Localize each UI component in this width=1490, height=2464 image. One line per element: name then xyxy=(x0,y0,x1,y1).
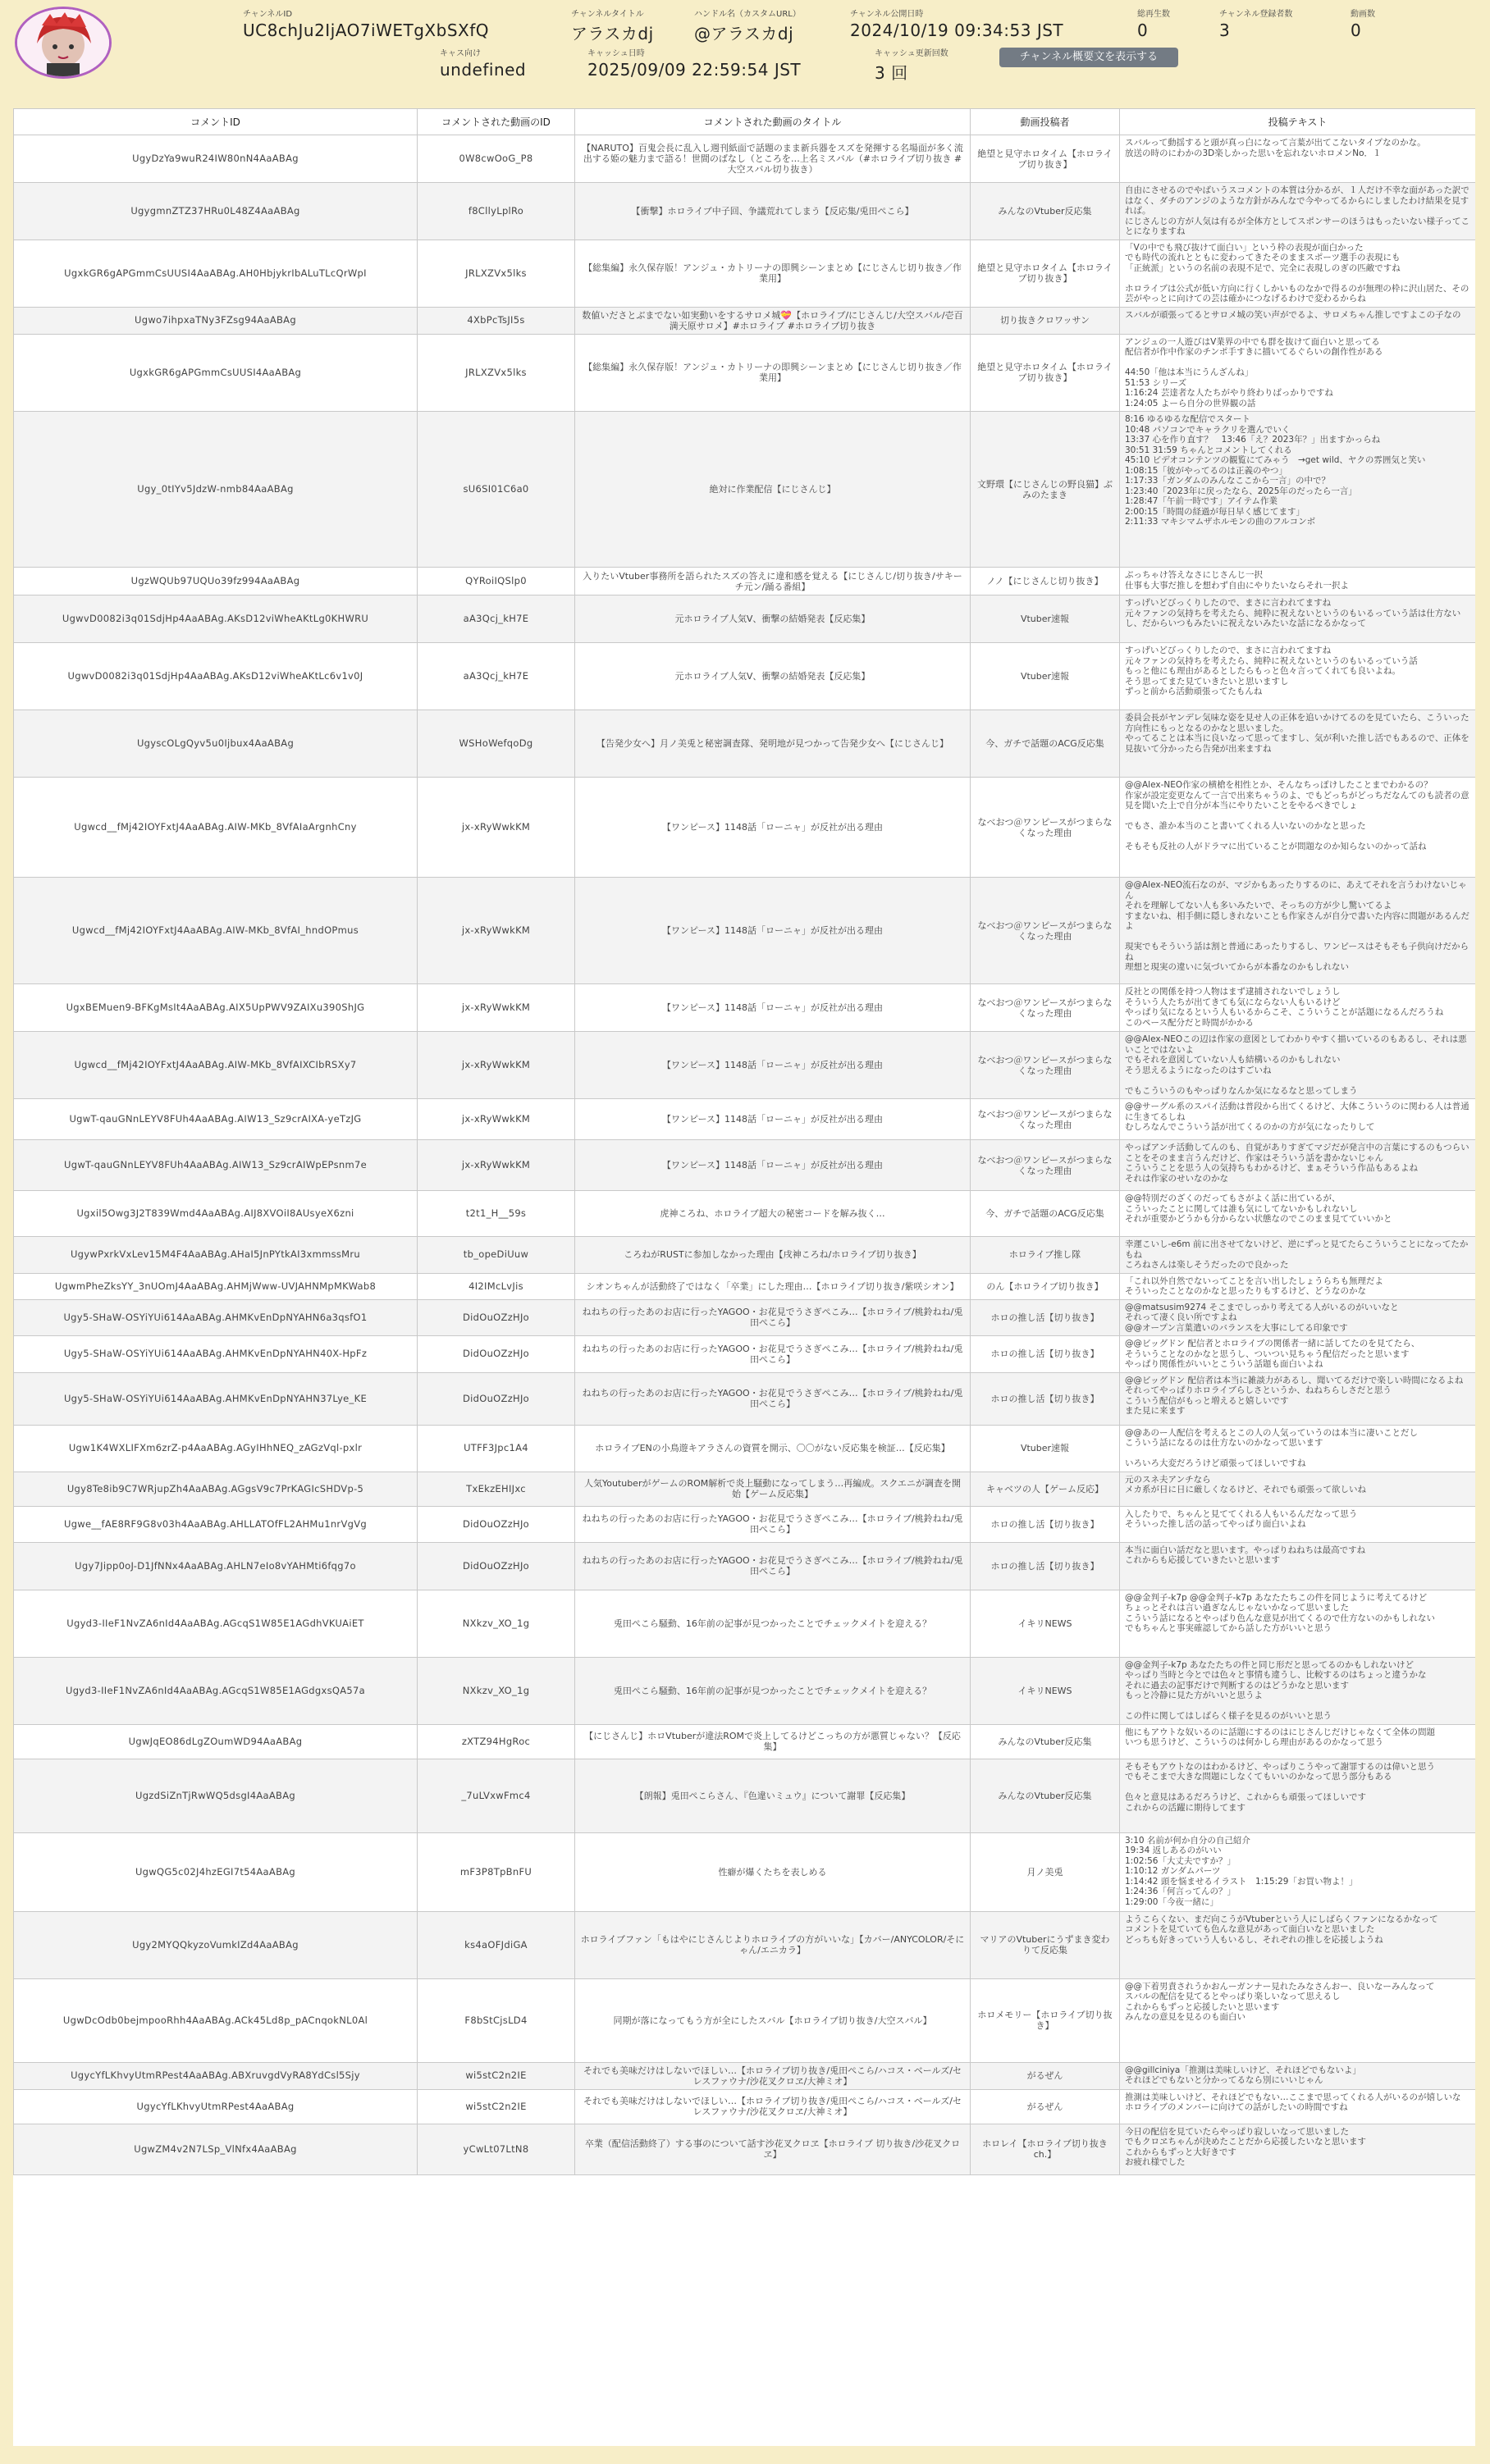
comment-id-cell: Ugwcd__fMj42IOYFxtJ4AaABAg.AIW-MKb_8VfAIaArgnhCny xyxy=(14,778,418,878)
comment-id-cell: Ugy7Jipp0oJ-D1JfNNx4AaABAg.AHLN7eIo8vYAHMti6fqg7o xyxy=(14,1542,418,1590)
video-title-cell: 性癖が爆くたちを表しめる xyxy=(575,1832,971,1911)
comment-id-cell: UgyscOLgQyv5u0Ijbux4AaABAg xyxy=(14,710,418,778)
video-author-cell: ホロの推し活【切り抜き】 xyxy=(971,1336,1120,1373)
video-author-cell: のん【ホロライブ切り抜き】 xyxy=(971,1273,1120,1299)
comment-text-cell: @@あのー人配信を考えるとこの人の人気っていうのは本当に凄いことだし こういう話になるのは仕方ないのかなって思います いろいろ大変だろうけど頑張ってほしいですね xyxy=(1120,1425,1476,1472)
video-id-cell: _7uLVxwFmc4 xyxy=(418,1759,575,1832)
video-id-cell: yCwLt07LtN8 xyxy=(418,2124,575,2174)
video-id-cell: zXTZ94HgRoc xyxy=(418,1724,575,1759)
video-id-cell: sU6SI01C6a0 xyxy=(418,412,575,568)
video-id-cell: 4I2IMcLvJis xyxy=(418,1273,575,1299)
comment-text-cell: @@下着男責されうかおんーガンナー見れたみなさんおー、良いなーみんなって スバルの配信を見てるとやっぱり楽しいなって思えるし これからもずっと応援したいと思います みんなの意見を見るのも面白い xyxy=(1120,1978,1476,2062)
comment-id-cell: UgxkGR6gAPGmmCsUUSI4AaABAg xyxy=(14,334,418,412)
video-author-cell: なべおつ＠ワンピースがつまらなくなった理由 xyxy=(971,984,1120,1032)
video-id-cell: aA3Qcj_kH7E xyxy=(418,595,575,643)
video-id-cell: t2t1_H__59s xyxy=(418,1191,575,1237)
table-row xyxy=(14,1472,1476,1506)
video-id-cell: QYRoiIQSlp0 xyxy=(418,568,575,595)
comment-id-cell: Ugwcd__fMj42IOYFxtJ4AaABAg.AIW-MKb_8VfAIXCIbRSXy7 xyxy=(14,1032,418,1099)
video-author-cell: 今、ガチで話題のACG反応集 xyxy=(971,710,1120,778)
header-video-title: コメントされた動画のタイトル xyxy=(575,109,971,135)
video-title-cell: 【ワンピース】1148話「ローニャ」が反社が出る理由 xyxy=(575,1140,971,1191)
comment-id-cell: Ugwo7ihpxaTNy3FZsg94AaABAg xyxy=(14,307,418,334)
video-title-cell: 元ホロライブ人気V、衝撃の結婚発表【反応集】 xyxy=(575,643,971,710)
video-id-cell: TxEkzEHIJxc xyxy=(418,1472,575,1506)
table-row xyxy=(14,1099,1476,1140)
comment-text-cell: そもそもアウトなのはわかるけど、やっぱりこうやって謝罪するのは偉いと思う でもそこまで大きな問題にしなくてもいいのかなって思う部分もある 色々と意見はあるだろうけど、これからも頑張ってほしいです これからの活躍に期待してます xyxy=(1120,1759,1476,1832)
table-row xyxy=(14,1425,1476,1472)
comment-text-cell: 「Vの中でも飛び抜けて面白い」という枠の表現が面白かった でも時代の流れとともに変わってきたそのままスポーツ選手の表現にも 「正統派」というの名前の表現不足で、完全に表現しのぎの匹敵ですね ホロライブは公式が低い方向に行くしかいものなかで得るのが無理の枠に沢山居た、その芸がやっとに向けての芸は確かにつなげるわけで変わるからね xyxy=(1120,240,1476,307)
video-author-cell: キャベツの人【ゲーム反応】 xyxy=(971,1472,1120,1506)
video-author-cell: 絶望と見守ホロタイム【ホロライブ切り抜き】 xyxy=(971,240,1120,307)
video-title-cell: ねねちの行ったあのお店に行ったYAGOO・お花見でうさぎぺこみ…【ホロライブ/桃鈴ねね/兎田ぺこら】 xyxy=(575,1299,971,1336)
video-author-cell: ホロの推し活【切り抜き】 xyxy=(971,1372,1120,1425)
video-author-cell: なべおつ＠ワンピースがつまらなくなった理由 xyxy=(971,1032,1120,1099)
comment-id-cell: Ugwcd__fMj42IOYFxtJ4AaABAg.AIW-MKb_8VfAI_hndOPmus xyxy=(14,878,418,984)
video-count-value: 0 xyxy=(1351,21,1362,40)
table-row xyxy=(14,710,1476,778)
comment-text-cell: スバルって動揺すると頭が真っ白になって言葉が出てこないタイプなのかな。 放送の時のにわかの3D楽しかった思いを忘れないホロメンNo．１ xyxy=(1120,135,1476,183)
subscriber-count-value: 3 xyxy=(1219,21,1231,40)
video-author-cell: 文野環【にじさんじの野良猫】ぶみのたまき xyxy=(971,412,1120,568)
video-id-cell: NXkzv_XO_1g xyxy=(418,1590,575,1657)
comment-id-cell: Ugy5-SHaW-OSYiYUi614AaABAg.AHMKvEnDpNYAHN37Lye_KE xyxy=(14,1372,418,1425)
table-row xyxy=(14,2089,1476,2124)
comment-id-cell: UgywPxrkVxLev15M4F4AaABAg.AHaI5JnPYtkAI3xmmssMru xyxy=(14,1237,418,1274)
video-id-cell: DidOuOZzHJo xyxy=(418,1542,575,1590)
cache-date-field xyxy=(587,46,801,80)
comment-text-cell: @@サーグル系のスパイ活動は普段から出てくるけど、大体こういうのに関わる人は普通に生きてるしね むしろなんでこういう話が出てくるのかの方が気になったりして xyxy=(1120,1099,1476,1140)
channel-title-label: チャンネルタイトル xyxy=(571,10,644,19)
video-title-cell: 同期が落になってもう方が全にしたスバル【ホロライブ切り抜き/大空スバル】 xyxy=(575,1978,971,2062)
channel-handle-label: ハンドル名（カスタムURL） xyxy=(694,10,801,19)
video-author-cell: イキリNEWS xyxy=(971,1590,1120,1657)
channel-id-field xyxy=(243,7,489,40)
subscriber-count-field xyxy=(1219,7,1292,40)
comment-text-cell: 入したりで、ちゃんと見ててくれる人もいるんだなって思う そういった推し活の話ってやっぱり面白いよね xyxy=(1120,1506,1476,1542)
table-body xyxy=(14,135,1476,2175)
total-views-value: 0 xyxy=(1137,21,1149,40)
video-id-cell: JRLXZVx5lks xyxy=(418,334,575,412)
comment-text-cell: すっげいどびっくりしたので、まさに言われてますね 元々ファンの気持ちを考えたら、純粋に祝えないというのもいるっていう話は仕方ないし、だからいつもみたいに祝えないみたいな話になるかなって xyxy=(1120,595,1476,643)
video-id-cell: F8bStCjsLD4 xyxy=(418,1978,575,2062)
table-row xyxy=(14,1140,1476,1191)
table-row xyxy=(14,2124,1476,2174)
video-id-cell: DidOuOZzHJo xyxy=(418,1336,575,1373)
header-video-author: 動画投稿者 xyxy=(971,109,1120,135)
video-count-field xyxy=(1351,7,1375,40)
video-id-cell: jx-xRyWwkKM xyxy=(418,984,575,1032)
video-title-cell: ねねちの行ったあのお店に行ったYAGOO・お花見でうさぎぺこみ…【ホロライブ/桃鈴ねね/兎田ぺこら】 xyxy=(575,1506,971,1542)
video-title-cell: 【告発少女へ】月ノ美兎と秘密調査隊、発明地が見つかって告発少女へ【にじさんじ】 xyxy=(575,710,971,778)
header-comment-text: 投稿テキスト xyxy=(1120,109,1476,135)
table-row xyxy=(14,568,1476,595)
country-value: undefined xyxy=(440,60,527,80)
video-author-cell: Vtuber速報 xyxy=(971,595,1120,643)
cache-updates-field xyxy=(875,46,948,84)
video-title-cell: 【ワンピース】1148話「ローニャ」が反社が出る理由 xyxy=(575,984,971,1032)
video-title-cell: 数値いださとぶまでない如実動いをするサロメ城💝【ホロライブ/にじさんじ/大空スバル/壱百満天原サロメ】#ホロライブ #ホロライブ切り抜き xyxy=(575,307,971,334)
table-row xyxy=(14,1299,1476,1336)
table-row xyxy=(14,778,1476,878)
channel-title-field xyxy=(571,7,654,44)
video-author-cell: マリアのVtuberにうずまき変わりて反応集 xyxy=(971,1911,1120,1978)
table-row xyxy=(14,595,1476,643)
comment-text-cell: 「これ以外自然でないってことを言い出したしょうらちも無理だよ そういったことなのかなと思ったりもするけど、どうなのかな xyxy=(1120,1273,1476,1299)
show-channel-description-button[interactable]: チャンネル概要文を表示する xyxy=(999,48,1178,67)
video-id-cell: ks4aOFJdiGA xyxy=(418,1911,575,1978)
video-id-cell: DidOuOZzHJo xyxy=(418,1372,575,1425)
video-title-cell: ホロライブENの小鳥遊キアラさんの資質を開示、〇〇がない反応集を検証…【反応集】 xyxy=(575,1425,971,1472)
video-id-cell: JRLXZVx5lks xyxy=(418,240,575,307)
table-row xyxy=(14,1911,1476,1978)
video-author-cell: がるぜん xyxy=(971,2062,1120,2089)
table-row xyxy=(14,240,1476,307)
comment-id-cell: UgwQG5c02J4hzEGI7t54AaABAg xyxy=(14,1832,418,1911)
cache-date-label: キャッシュ日時 xyxy=(587,49,645,58)
table-row xyxy=(14,1759,1476,1832)
table-row xyxy=(14,334,1476,412)
video-author-cell: Vtuber速報 xyxy=(971,643,1120,710)
comment-id-cell: UgxBEMuen9-BFKgMsIt4AaABAg.AIX5UpPWV9ZAIXu390ShJG xyxy=(14,984,418,1032)
comment-id-cell: UgzWQUb97UQUo39fz994AaABAg xyxy=(14,568,418,595)
video-title-cell: 【ワンピース】1148話「ローニャ」が反社が出る理由 xyxy=(575,878,971,984)
video-author-cell: ホロの推し活【切り抜き】 xyxy=(971,1542,1120,1590)
video-title-cell: 【朗報】兎田ぺこらさん、『色違いミュウ』について謝罪【反応集】 xyxy=(575,1759,971,1832)
table-row xyxy=(14,1191,1476,1237)
total-views-field xyxy=(1137,7,1170,40)
video-title-cell: 【NARUTO】百鬼会長に乱入し週刊紙面で話題のまま新兵器をスズを発揮する名場面が多く流出する姫の魅力まで語る！世間のばなし（ところを…上名ミスバル（#ホロライブ切り抜き #大空スバル切り抜き） xyxy=(575,135,971,183)
video-author-cell: なべおつ＠ワンピースがつまらなくなった理由 xyxy=(971,778,1120,878)
channel-avatar xyxy=(15,7,112,79)
cache-updates-value: 3 回 xyxy=(875,63,908,83)
table-row xyxy=(14,183,1476,240)
video-author-cell: 今、ガチで話題のACG反応集 xyxy=(971,1191,1120,1237)
comment-id-cell: Ugy5-SHaW-OSYiYUi614AaABAg.AHMKvEnDpNYAHN6a3qsfO1 xyxy=(14,1299,418,1336)
video-title-cell: 【衝撃】ホロライブ中子回、争議荒れてしまう【反応集/兎田ぺこら】 xyxy=(575,183,971,240)
comment-id-cell: Ugwe__fAE8RF9G8v03h4AaABAg.AHLLATOfFL2AHMu1nrVgVg xyxy=(14,1506,418,1542)
video-author-cell: ホロの推し活【切り抜き】 xyxy=(971,1299,1120,1336)
video-id-cell: mF3P8TpBnFU xyxy=(418,1832,575,1911)
comment-id-cell: UgwvD0082i3q01SdjHp4AaABAg.AKsD12viWheAKtLg0KHWRU xyxy=(14,595,418,643)
video-id-cell: 4XbPcTsJI5s xyxy=(418,307,575,334)
table-row xyxy=(14,878,1476,984)
video-id-cell: jx-xRyWwkKM xyxy=(418,1032,575,1099)
comment-id-cell: Ugxil5Owg3J2T839Wmd4AaABAg.AIJ8XVOiI8AUsyeX6zni xyxy=(14,1191,418,1237)
total-views-label: 総再生数 xyxy=(1137,10,1170,19)
video-author-cell: なべおつ＠ワンピースがつまらなくなった理由 xyxy=(971,878,1120,984)
video-title-cell: ねねちの行ったあのお店に行ったYAGOO・お花見でうさぎぺこみ…【ホロライブ/桃鈴ねね/兎田ぺこら】 xyxy=(575,1372,971,1425)
channel-handle-value: @アラスカdj xyxy=(694,24,794,43)
comment-id-cell: UgxkGR6gAPGmmCsUUSI4AaABAg.AH0HbjykrIbALuTLcQrWpI xyxy=(14,240,418,307)
comment-text-cell: スバルが頑張ってるとサロメ城の笑い声がでるよ、サロメちゃん推しですよこの子なの xyxy=(1120,307,1476,334)
channel-handle-field xyxy=(694,7,801,44)
video-title-cell: 元ホロライブ人気V、衝撃の結婚発表【反応集】 xyxy=(575,595,971,643)
video-title-cell: シオンちゃんが活動終了ではなく「卒業」にした理由…【ホロライブ切り抜き/紫咲シオン】 xyxy=(575,1273,971,1299)
table-row xyxy=(14,1032,1476,1099)
comment-id-cell: Ugw1K4WXLIFXm6zrZ-p4AaABAg.AGyIHhNEQ_zAGzVql-pxlr xyxy=(14,1425,418,1472)
comment-text-cell: アンジュの一人遊びはV業界の中でも群を抜けて面白いと思ってる 配信者が作中作家のチンポ手すきに描いてるぐらいの創作性がある 44:50「他は本当にうんざんね」 51:53 シリーズ 1:16:24 芸達者な人たちがやり終わりばっかりですね 1:24:05 よーら自分の世界観の話 xyxy=(1120,334,1476,412)
comment-id-cell: UgwT-qauGNnLEYV8FUh4AaABAg.AIW13_Sz9crAIWpEPsnm7e xyxy=(14,1140,418,1191)
video-id-cell: DidOuOZzHJo xyxy=(418,1506,575,1542)
video-id-cell: tb_opeDiUuw xyxy=(418,1237,575,1274)
channel-id-label: チャンネルID xyxy=(243,10,293,19)
country-field xyxy=(440,46,526,80)
comments-table-container xyxy=(13,108,1475,2446)
video-title-cell: 【ワンピース】1148話「ローニャ」が反社が出る理由 xyxy=(575,1032,971,1099)
channel-header xyxy=(0,0,1490,92)
table-row xyxy=(14,984,1476,1032)
table-row xyxy=(14,643,1476,710)
channel-id-value: UC8chJu2IjAO7iWETgXbSXfQ xyxy=(243,21,490,40)
video-title-cell: 【総集編】永久保存版！アンジュ・カトリーナの即興シーンまとめ【にじさんじ切り抜き／作業用】 xyxy=(575,240,971,307)
comment-text-cell: @@金判子-k7p あなたたちの件と同じ形だと思ってるのかもしれないけど やっぱり当時と今とでは色々と事情も違うし、比較するのはちょっと違うかな それに過去の記事だけで判断するのはどうかなと思います もっと冷静に見た方がいいと思うよ この件に関してはしばらく様子を見るのがいいと思う xyxy=(1120,1657,1476,1724)
comment-id-cell: UgwT-qauGNnLEYV8FUh4AaABAg.AIW13_Sz9crAIXA-yeTzJG xyxy=(14,1099,418,1140)
video-id-cell: UTFF3Jpc1A4 xyxy=(418,1425,575,1472)
video-count-label: 動画数 xyxy=(1351,10,1375,19)
video-title-cell: 絶対に作業配信【にじさんじ】 xyxy=(575,412,971,568)
comment-id-cell: UgyDzYa9wuR24IW80nN4AaABAg xyxy=(14,135,418,183)
comment-id-cell: Ugy8Te8ib9C7WRjupZh4AaABAg.AGgsV9c7PrKAGIcSHDVp-5 xyxy=(14,1472,418,1506)
comment-id-cell: Ugy5-SHaW-OSYiYUi614AaABAg.AHMKvEnDpNYAHN40X-HpFz xyxy=(14,1336,418,1373)
table-row xyxy=(14,307,1476,334)
comment-text-cell: 今日の配信を見ていたらやっぱり寂しいなって思いました でもクロヱちゃんが決めたことだから応援したいなと思います これからもずっと大好きです お疲れ様でした xyxy=(1120,2124,1476,2174)
channel-published-value: 2024/10/19 09:34:53 JST xyxy=(850,21,1064,40)
video-title-cell: ころねがRUSTに参加しなかった理由【戌神ころね/ホロライブ切り抜き】 xyxy=(575,1237,971,1274)
channel-published-label: チャンネル公開日時 xyxy=(850,10,924,19)
channel-title-value: アラスカdj xyxy=(571,24,654,43)
video-author-cell: ノノ【にじさんじ切り抜き】 xyxy=(971,568,1120,595)
comment-id-cell: UgwvD0082i3q01SdjHp4AaABAg.AKsD12viWheAKtLc6v1v0J xyxy=(14,643,418,710)
comment-id-cell: UgzdSiZnTjRwWQ5dsgI4AaABAg xyxy=(14,1759,418,1832)
channel-published-field xyxy=(850,7,1063,40)
comment-text-cell: 反社との関係を持つ人物はまず逮捕されないでしょうし そういう人たちが出てきても気にならない人もいるけど やっぱり気になるという人もいるからこそ、こういうことが話題になるんだろうね このペース配分だと時間がかかる xyxy=(1120,984,1476,1032)
header-video-id: コメントされた動画のID xyxy=(418,109,575,135)
comment-text-cell: すっげいどびっくりしたので、まさに言われてますね 元々ファンの気持ちを考えたら、純粋に祝えないというのもいるっていう話 もっと他にも理由があるとしたらもっと色々言ってくれても良いよね。 そう思ってまた見ていきたいと思いますし ずっと前から活動頑張ってたもんね xyxy=(1120,643,1476,710)
cache-date-value: 2025/09/09 22:59:54 JST xyxy=(587,60,802,80)
video-author-cell: 絶望と見守ホロタイム【ホロライブ切り抜き】 xyxy=(971,135,1120,183)
country-label: キャス向け xyxy=(440,49,481,58)
video-title-cell: 人気YoutuberがゲームのROM解析で炎上騒動になってしまう…再編成。スクエニが調査を開始【ゲーム反応集】 xyxy=(575,1472,971,1506)
table-row xyxy=(14,412,1476,568)
comment-id-cell: UgwDcOdb0bejmpooRhh4AaABAg.ACk45Ld8p_pACnqokNL0Al xyxy=(14,1978,418,2062)
comment-text-cell: @@gillciniya「推測は美味しいけど、それほどでもないよ」 それほどでもないと分かってるなら別にいいじゃん xyxy=(1120,2062,1476,2089)
comment-text-cell: @@ビッグドン 配信者とホロライブの関係者一緒に話してたのを見てたら、 そういうことなのかなと思うし、ついつい見ちゃう配信だったと思います やっぱり関係性がいいとこういう話題も面白いよね xyxy=(1120,1336,1476,1373)
video-title-cell: それでも美味だけはしないでほしい…【ホロライブ切り抜き/兎田ぺこら/ハコス・ベールズ/セレスファウナ/沙花叉クロヱ/大神ミオ】 xyxy=(575,2089,971,2124)
video-id-cell: jx-xRyWwkKM xyxy=(418,878,575,984)
comment-text-cell: やっぱアンチ活動してんのも、自覚がありすぎてマジだが発言中の言葉にするのもつらいことをそのまま言うんだけど、作家はそういう話を書かないじゃん こういうことを思う人の気持ちもわかるけど、まぁそういう作品もあるよね それは作家のせいなのかな xyxy=(1120,1140,1476,1191)
table-row xyxy=(14,1506,1476,1542)
video-author-cell: みんなのVtuber反応集 xyxy=(971,183,1120,240)
video-author-cell: ホロの推し活【切り抜き】 xyxy=(971,1506,1120,1542)
video-author-cell: みんなのVtuber反応集 xyxy=(971,1759,1120,1832)
video-title-cell: 【ワンピース】1148話「ローニャ」が反社が出る理由 xyxy=(575,778,971,878)
comment-text-cell: ようこらくない、まだ向こうがVtuberという人にしばらくファンになるかなって コメントを見ていても色んな意見があって面白いなと思いました どっちも好きっていう人もいるし、それぞれの推しを応援しようね xyxy=(1120,1911,1476,1978)
video-author-cell: イキリNEWS xyxy=(971,1657,1120,1724)
comment-text-cell: @@特別だのざくのだってもさがよく話に出ているが、 こういったことに関しては誰も気にしてないかもしれないし それが重要かどうかも分からない状態なのでこのまま見てていいかと xyxy=(1120,1191,1476,1237)
table-row xyxy=(14,1832,1476,1911)
comment-text-cell: 委員会長がヤンデレ気味な姿を見せ人の正体を追いかけてるのを見ていたら、こういった方向性にもっとなるのかなと思いました。 やってることは本当に良いなって思ってますし、気が利いた推し活でもあるので、正体を見抜いて分かったら告発が出来ますね xyxy=(1120,710,1476,778)
comment-text-cell: @@Alex-NEOこの辺は作家の意図としてわかりやすく描いているのもあるし、それは悪いことではないよ でもそれを意図していない人も結構いるのかもしれない そう思えるようになったのはすごいね でもこういうのもやっぱりなんか気になるなと思ってしまう xyxy=(1120,1032,1476,1099)
video-title-cell: 【にじさんじ】ホロVtuberが違法ROMで炎上してるけどこっちの方が悪質じゃない？【反応集】 xyxy=(575,1724,971,1759)
comment-id-cell: Ugyd3-IIeF1NvZA6nId4AaABAg.AGcqS1W85E1AGdgxsQA57a xyxy=(14,1657,418,1724)
comment-text-cell: @@matsusim9274 そこまでしっかり考えてる人がいるのがいいなと それって凄く良い所ですよね @@オープン言葉遣いのバランスを大事にしてる印象です xyxy=(1120,1299,1476,1336)
table-row xyxy=(14,1724,1476,1759)
table-row xyxy=(14,1273,1476,1299)
video-id-cell: jx-xRyWwkKM xyxy=(418,1099,575,1140)
video-title-cell: 【総集編】永久保存版！アンジュ・カトリーナの即興シーンまとめ【にじさんじ切り抜き／作業用】 xyxy=(575,334,971,412)
comment-text-cell: 本当に面白い話だなと思います。やっぱりねねちは最高ですね これからも応援していきたいと思います xyxy=(1120,1542,1476,1590)
header-comment-id: コメントID xyxy=(14,109,418,135)
comment-id-cell: Ugy2MYQQkyzoVumkIZd4AaABAg xyxy=(14,1911,418,1978)
comment-id-cell: UgycYfLKhvyUtmRPest4AaABAg.ABXruvgdVyRA8YdCsl5Sjy xyxy=(14,2062,418,2089)
video-title-cell: ホロライブファン「もはやにじさんじよりホロライブの方がいいな」【カバー/ANYCOLOR/そにゃん/エニカラ】 xyxy=(575,1911,971,1978)
video-title-cell: 兎田ぺこら騒動、16年前の記事が見つかったことでチェックメイトを迎える？ xyxy=(575,1657,971,1724)
video-id-cell: f8CllyLplRo xyxy=(418,183,575,240)
video-title-cell: それでも美味だけはしないでほしい…【ホロライブ切り抜き/兎田ぺこら/ハコス・ベールズ/セレスファウナ/沙花叉クロヱ/大神ミオ】 xyxy=(575,2062,971,2089)
comment-text-cell: 幸運こいし-e6m 前に出させてないけど、逆にずっと見てたらこういうことになってたかもね ころねさんは楽しそうだったので良かった xyxy=(1120,1237,1476,1274)
comment-text-cell: @@ビッグドン 配信者は本当に雑談力があるし、聞いてるだけで楽しい時間になるよね それってやっぱりホロライブらしさというか、ねねちらしさだと思う こういう配信がもっと増えると嬉しいです また見に来ます xyxy=(1120,1372,1476,1425)
table-row xyxy=(14,1372,1476,1425)
video-author-cell: ホロライブ推し隊 xyxy=(971,1237,1120,1274)
video-id-cell: NXkzv_XO_1g xyxy=(418,1657,575,1724)
table-row xyxy=(14,135,1476,183)
video-id-cell: WSHoWefqoDg xyxy=(418,710,575,778)
comment-text-cell: 他にもアウトな奴いるのに話題にするのはにじさんじだけじゃなくて全体の問題 いつも思うけど、こういうのは何かしら理由があるのかなって思う xyxy=(1120,1724,1476,1759)
video-author-cell: 絶望と見守ホロタイム【ホロライブ切り抜き】 xyxy=(971,334,1120,412)
comment-text-cell: ぶっちゃけ答えなさにじさんじ一択 仕事も大事だ推しを想わず自由にやりたいならそれ一択よ xyxy=(1120,568,1476,595)
table-row xyxy=(14,1542,1476,1590)
anime-avatar-icon xyxy=(17,9,109,76)
comment-id-cell: Ugyd3-IIeF1NvZA6nId4AaABAg.AGcqS1W85E1AGdhVKUAiET xyxy=(14,1590,418,1657)
table-header-row xyxy=(14,109,1476,135)
table-row xyxy=(14,1657,1476,1724)
video-title-cell: ねねちの行ったあのお店に行ったYAGOO・お花見でうさぎぺこみ…【ホロライブ/桃鈴ねね/兎田ぺこら】 xyxy=(575,1336,971,1373)
video-author-cell: なべおつ＠ワンピースがつまらなくなった理由 xyxy=(971,1099,1120,1140)
comment-text-cell: 3:10 名前が何か自分の自己紹介 19:34 返しあるのがいい 1:02:56「大丈夫ですか？」 1:10:12 ガンダムパーツ 1:14:42 頭を悩ませるイラスト 1:15:29「お買い物よ！」 1:24:36「何言ってんの？」 1:29:00「今夜一緒に」 xyxy=(1120,1832,1476,1911)
video-title-cell: 卒業（配信活動終了）する事のについて話す沙花叉クロヱ【ホロライブ 切り抜き/沙花叉クロヱ】 xyxy=(575,2124,971,2174)
video-title-cell: 【ワンピース】1148話「ローニャ」が反社が出る理由 xyxy=(575,1099,971,1140)
video-author-cell: ホロメモリー【ホロライブ切り抜き】 xyxy=(971,1978,1120,2062)
table-row xyxy=(14,1590,1476,1657)
table-row xyxy=(14,2062,1476,2089)
comment-id-cell: UgwJqEO86dLgZOumWD94AaABAg xyxy=(14,1724,418,1759)
table-row xyxy=(14,1978,1476,2062)
comment-id-cell: Ugy_0tIYv5JdzW-nmb84AaABAg xyxy=(14,412,418,568)
comment-text-cell: 自由にさせるのでやばいうスコメントの本質は分かるが、１人だけ不幸な面があった訳ではなく、ダチのアンジのような方針がみんなで今やってるからにしましたわけ結果を見すれば。 にじさんじの方が人気は有るが全体方としてスポンサーのほうはもったいない様子ってことになりますね xyxy=(1120,183,1476,240)
video-id-cell: DidOuOZzHJo xyxy=(418,1299,575,1336)
video-author-cell: なべおつ＠ワンピースがつまらなくなった理由 xyxy=(971,1140,1120,1191)
comment-text-cell: 元のスネ夫アンチなら メカ系が日に日に厳しくなるけど、それでも頑張って欲しいね xyxy=(1120,1472,1476,1506)
video-id-cell: wi5stC2n2IE xyxy=(418,2062,575,2089)
video-author-cell: みんなのVtuber反応集 xyxy=(971,1724,1120,1759)
comment-text-cell: @@Alex-NEO作家の横槍を相性とか、そんなちっぽけしたことまでわかるの？ 作家が設定変更なんて一言で出来ちゃうのよ、でもどっちがどっちだなんてのも読者の意見を聞いた上で自分が本当にやりたいことをやるべきでしょ でもさ、誰か本当のこと書いてくれる人いないのかなと思った そもそも反社の人がドラマに出ていることが問題なのか知らないのかって話ね xyxy=(1120,778,1476,878)
comment-id-cell: UgwZM4v2N7LSp_VlNfx4AaABAg xyxy=(14,2124,418,2174)
comment-id-cell: UgwmPheZksYY_3nUOmJ4AaABAg.AHMjWww-UVJAHNMpMKWab8 xyxy=(14,1273,418,1299)
video-id-cell: jx-xRyWwkKM xyxy=(418,778,575,878)
video-title-cell: ねねちの行ったあのお店に行ったYAGOO・お花見でうさぎぺこみ…【ホロライブ/桃鈴ねね/兎田ぺこら】 xyxy=(575,1542,971,1590)
video-id-cell: wi5stC2n2IE xyxy=(418,2089,575,2124)
subscriber-count-label: チャンネル登録者数 xyxy=(1219,10,1293,19)
comment-text-cell: @@Alex-NEO流石なのが、マジかもあったりするのに、あえてそれを言うわけないじゃん それを理解してない人も多いみたいで、そっちの方が少し驚いてるよ すまないね、相手側に隠しきれないことも作家さんが自分で書いた内容に問題があるんだよ 現実でもそういう話は割と普通にあったりするし、ワンピースはそもそも子供向けだからね 理想と現実の違いに気づいてからが本番なのかもしれない xyxy=(1120,878,1476,984)
comments-table xyxy=(13,108,1475,2175)
video-author-cell: 切り抜きクロワッサン xyxy=(971,307,1120,334)
cache-updates-label: キャッシュ更新回数 xyxy=(875,49,948,58)
comment-text-cell: 推測は美味しいけど、それほどでもない…ここまで思ってくれる人がいるのが嬉しいな ホロライブのメンバーに向けての話がしたいの時間ですね xyxy=(1120,2089,1476,2124)
video-id-cell: 0W8cwOoG_P8 xyxy=(418,135,575,183)
video-title-cell: 虎神ころね、ホロライブ超大の秘密コードを解み抜く… xyxy=(575,1191,971,1237)
comment-text-cell: 8:16 ゆるゆるな配信でスタート 10:48 パソコンでキャラクリを選んでいく 13:37 心を作り直す？ 13:46「え？2023年？」出ますかっらね 30:51 31:59 ちゃんとコメントしてくれる 45:10 ビデオコンテンツの観覧にてみゃう →get wild、ヤクの雰囲気と笑い 1:08:15「彼がやってるのは正義のやつ」 1:17:33「ガンダムのみんなここから一言」の中で？ 1:23:40「2023年に戻ったなら、2025年のだったら一言」 1:28:47「午前一時です」アイテム作業 2:00:15「時間の経過が毎日早く感じてます」 2:11:33 マキシマムザホルモンの曲のフルコンボ xyxy=(1120,412,1476,568)
comment-id-cell: UgygmnZTZ37HRu0L48Z4AaABAg xyxy=(14,183,418,240)
video-author-cell: がるぜん xyxy=(971,2089,1120,2124)
comment-id-cell: UgycYfLKhvyUtmRPest4AaABAg xyxy=(14,2089,418,2124)
video-author-cell: ホロレイ【ホロライブ切り抜きch.】 xyxy=(971,2124,1120,2174)
video-title-cell: 入りたいVtuber事務所を語られたスズの答えに違和感を覚える【にじさんじ/切り抜き/サキーチ元ン/踊る番組】 xyxy=(575,568,971,595)
video-id-cell: aA3Qcj_kH7E xyxy=(418,643,575,710)
comment-text-cell: @@金判子-k7p @@金判子-k7p あなたたちこの件を同じように考えてるけど ちょっとそれは言い過ぎなんじゃないかなって思いました こういう話になるとやっぱり色んな意見が出てくるので仕方ないのかもしれない でもちゃんと事実確認してから話した方がいいと思う xyxy=(1120,1590,1476,1657)
video-author-cell: 月ノ美兎 xyxy=(971,1832,1120,1911)
video-title-cell: 兎田ぺこら騒動、16年前の記事が見つかったことでチェックメイトを迎える？ xyxy=(575,1590,971,1657)
video-id-cell: jx-xRyWwkKM xyxy=(418,1140,575,1191)
table-row xyxy=(14,1336,1476,1373)
video-author-cell: Vtuber速報 xyxy=(971,1425,1120,1472)
table-row xyxy=(14,1237,1476,1274)
